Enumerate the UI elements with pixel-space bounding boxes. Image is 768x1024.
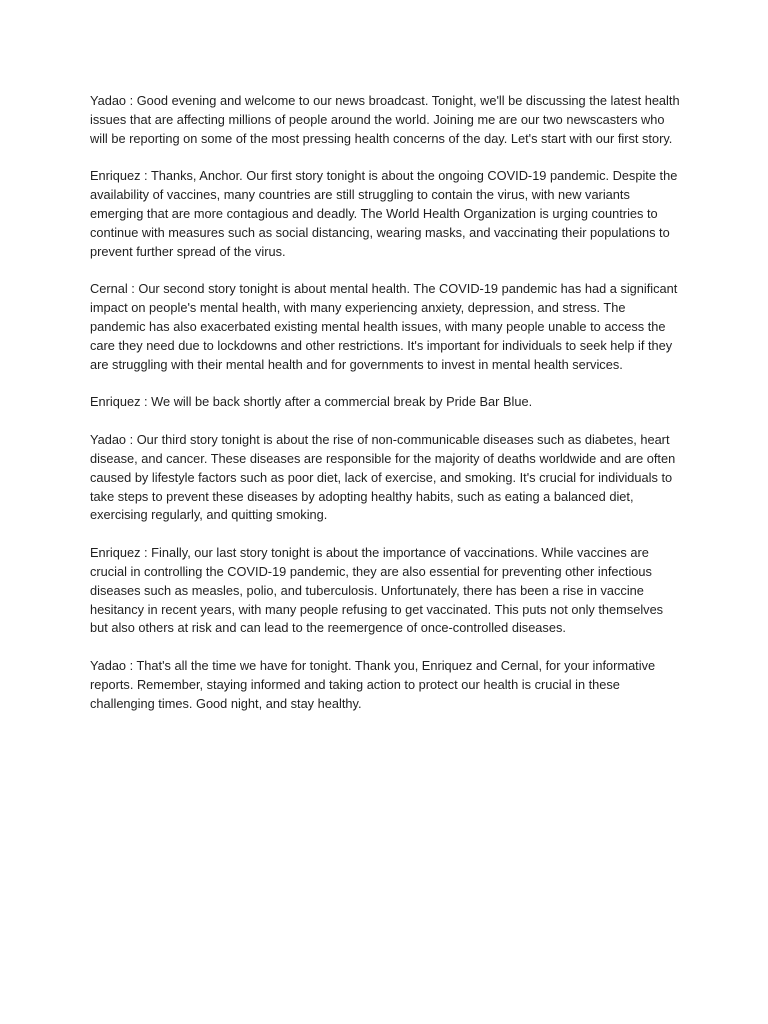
paragraph-yadao-closing: Yadao : That's all the time we have for tonight. Thank you, Enriquez and Cernal, for your informative reports. Remember, staying informed and taking action to protect our health is crucial in these challenging times. Good night, and stay healthy. [90,658,656,711]
paragraph-enriquez-vaccinations: Enriquez : Finally, our last story tonight is about the importance of vaccinations. While vaccines are crucial in controlling the COVID-19 pandemic, they are also essential for preventing other infectious diseases such as measles, polio, and tuberculosis. Unfortunately, there has been a rise in vaccine hesitancy in recent years, with many people refusing to get vaccinated. This puts not only themselves but also others at risk and can lead to the reemergence of once-controlled diseases. [90,545,664,636]
paragraph-enriquez-covid: Enriquez : Thanks, Anchor. Our first story tonight is about the ongoing COVID-19 pandemic. Despite the availability of vaccines, many countries are still struggling to contain the virus, with new variants emerging that are more contagious and deadly. The World Health Organization is urging countries to continue with measures such as social distancing, wearing masks, and vaccinating their populations to prevent further spread of the virus. [90,168,678,259]
paragraph-cernal-mental-health: Cernal : Our second story tonight is about mental health. The COVID-19 pandemic has had a significant impact on people's mental health, with many experiencing anxiety, depression, and stress. The pandemic has also exacerbated existing mental health issues, with many people unable to access the care they need due to lockdowns and other restrictions. It's important for individuals to seek help if they are struggling with their mental health and for governments to invest in mental health services. [90,281,678,372]
paragraph-enriquez-break: Enriquez : We will be back shortly after a commercial break by Pride Bar Blue. [90,394,533,410]
paragraph-yadao-ncd: Yadao : Our third story tonight is about the rise of non-communicable diseases such as diabetes, heart disease, and cancer. These diseases are responsible for the majority of deaths worldwide and are often caused by lifestyle factors such as poor diet, lack of exercise, and smoking. It's crucial for individuals to take steps to prevent these diseases by adopting healthy habits, such as eating a balanced diet, exercising regularly, and quitting smoking. [90,432,676,523]
paragraph-yadao-intro: Yadao : Good evening and welcome to our news broadcast. Tonight, we'll be discussing the latest health issues that are affecting millions of people around the world. Joining me are our two newscasters who will be reporting on some of the most pressing health concerns of the day. Let's start with our first story. [90,93,680,146]
document-body [90,92,682,733]
